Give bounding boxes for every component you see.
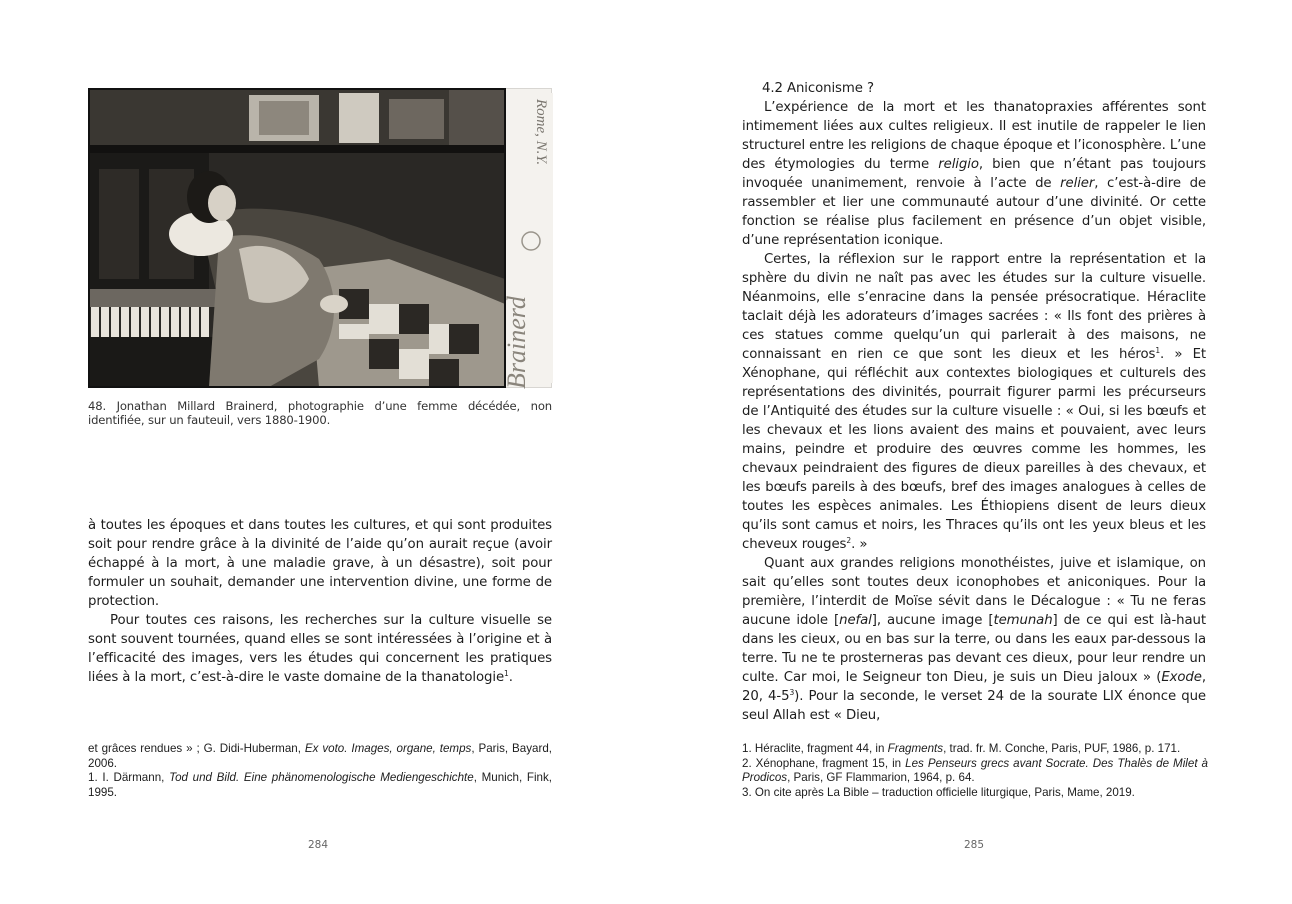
footnote-3: 3. On cite après La Bible – traduction officielle liturgique, Paris, Mame, 2019. — [742, 785, 1135, 799]
page-number: 285 — [963, 839, 985, 851]
left-body-text — [88, 516, 552, 687]
left-footnotes — [88, 742, 552, 800]
mount-signature: Brainerd — [502, 296, 531, 389]
paragraph: Quant aux grandes religions monothéistes, juive et islamique, on sait qu’elles sont toutes deux iconophobes et aniconiques. Pour la première, l’interdit de Moïse sévit dans le Décalogue : « Tu ne feras aucune idole [nefal], aucune image [temunah] de ce qui est là-haut dans les cieux, ou en bas sur la terre, ou dans les eaux par-dessous la terre. Tu ne te prosterneras pas devant ces dieux, pour leur rendre un culte. Car moi, le Seigneur ton Dieu, je suis un Dieu jaloux » (Exode, 20, $4-5^3$). Pour la seconde, le verset 24 de la sourate LIX énonce que seul Allah est « Dieu, — [742, 556, 1206, 723]
paragraph: L’expérience de la mort et les thanatopraxies afférentes sont intimement liées aux cultes religieux. Il est inutile de rappeler le lien structurel entre les religions de chaque époque et l’iconosphère. L’une des étymologies du terme religio, bien que n’étant pas toujours invoquée unanimement, renvoie à l’acte de relier, c’est-à-dire de rassembler et lier une communauté autour d’une divinité. Or cette fonction se réalise plus facilement en présence d’un objet visible, d’une représentation iconique. — [742, 100, 1206, 248]
paragraph: Pour toutes ces raisons, les recherches sur la culture visuelle se sont souvent tournées, quand elles se sont intéressées à l’origine et à l’efficacité des images, vers les études qui concernent les pratiques liées à la mort, c’est-à-dire le vaste domaine de la thanatologie$^1$. — [88, 613, 552, 685]
footnote-continued: et grâces rendues » ; G. Didi-Huberman, Ex voto. Images, organe, temps, Paris, Bayard, 2006. — [88, 742, 552, 770]
footnote-1: 1. Héraclite, fragment 44, in Fragments, trad. fr. M. Conche, Paris, PUF, 1986, p. 171. — [742, 742, 1181, 755]
page-number: 284 — [307, 839, 329, 851]
footnote-ref: 2 — [846, 536, 852, 545]
right-footnotes — [742, 742, 1208, 800]
mount-place: Rome, N.Y. — [533, 99, 549, 166]
footnote-2: 2. Xénophane, fragment 15, in Les Penseurs grecs avant Socrate. Des Thalès de Milet à Prodicos, Paris, GF Flammarion, 1964, p. 64. — [742, 756, 1208, 785]
footnote-ref: 1 — [504, 669, 509, 678]
footnote-1: 1. I. Därmann, Tod und Bild. Eine phänomenologische Mediengeschichte, Munich, Fink, 1995. — [88, 771, 552, 799]
right-body-text — [742, 79, 1206, 725]
section-heading: 4.2 Aniconisme ? — [762, 81, 874, 96]
footnote-ref: 1 — [1155, 346, 1161, 355]
photograph-deceased-woman — [89, 89, 505, 387]
figure-caption: 48. Jonathan Millard Brainerd, photographie d’une femme décédée, non identifiée, sur un fauteuil, vers 1880-1900. — [88, 399, 552, 427]
right-page — [646, 0, 1292, 904]
photographer-imprint — [502, 93, 553, 389]
figure-photograph — [88, 88, 552, 388]
paragraph: Certes, la réflexion sur le rapport entre la représentation et la sphère du divin ne naît pas avec les études sur la culture visuelle. Néanmoins, elle s’enracine dans la pensée présocratique. Héraclite taclait déjà les adorateurs d’images sacrées : « Ils font des prières à ces statues comme quelqu’un qui parlerait à des maisons, ne connaissant en rien ce que sont les dieux et les héros$^1$. » Et Xénophane, qui réfléchit aux contextes biologiques et culturels des représentations des divinités, pourrait figurer parmi les précurseurs de l’Antiquité des études sur la culture visuelle : « Oui, si les bœufs et les chevaux et les lions avaient des mains et pouvaient, avec leurs mains, peindre et produire des œuvres comme les hommes, les chevaux peindraient des figures de dieux pareilles à des chevaux, et les bœufs pareils à des bœufs, bref des images analogues à celles de toutes les espèces animales. Les Éthiopiens disent de leurs dieux qu’ils sont camus et noirs, les Thraces qu’ils ont les yeux bleus et les cheveux rouges$^2$. » — [742, 252, 1206, 552]
footnote-ref: 3 — [789, 688, 795, 697]
paragraph: à toutes les époques et dans toutes les cultures, et qui sont produites soit pour rendre grâce à la divinité de l’aide qu’on aurait reçue (avoir échappé à la mort, à une maladie grave, à un désastre), soit pour formuler un souhait, demander une intervention divine, une forme de protection. — [88, 518, 552, 609]
